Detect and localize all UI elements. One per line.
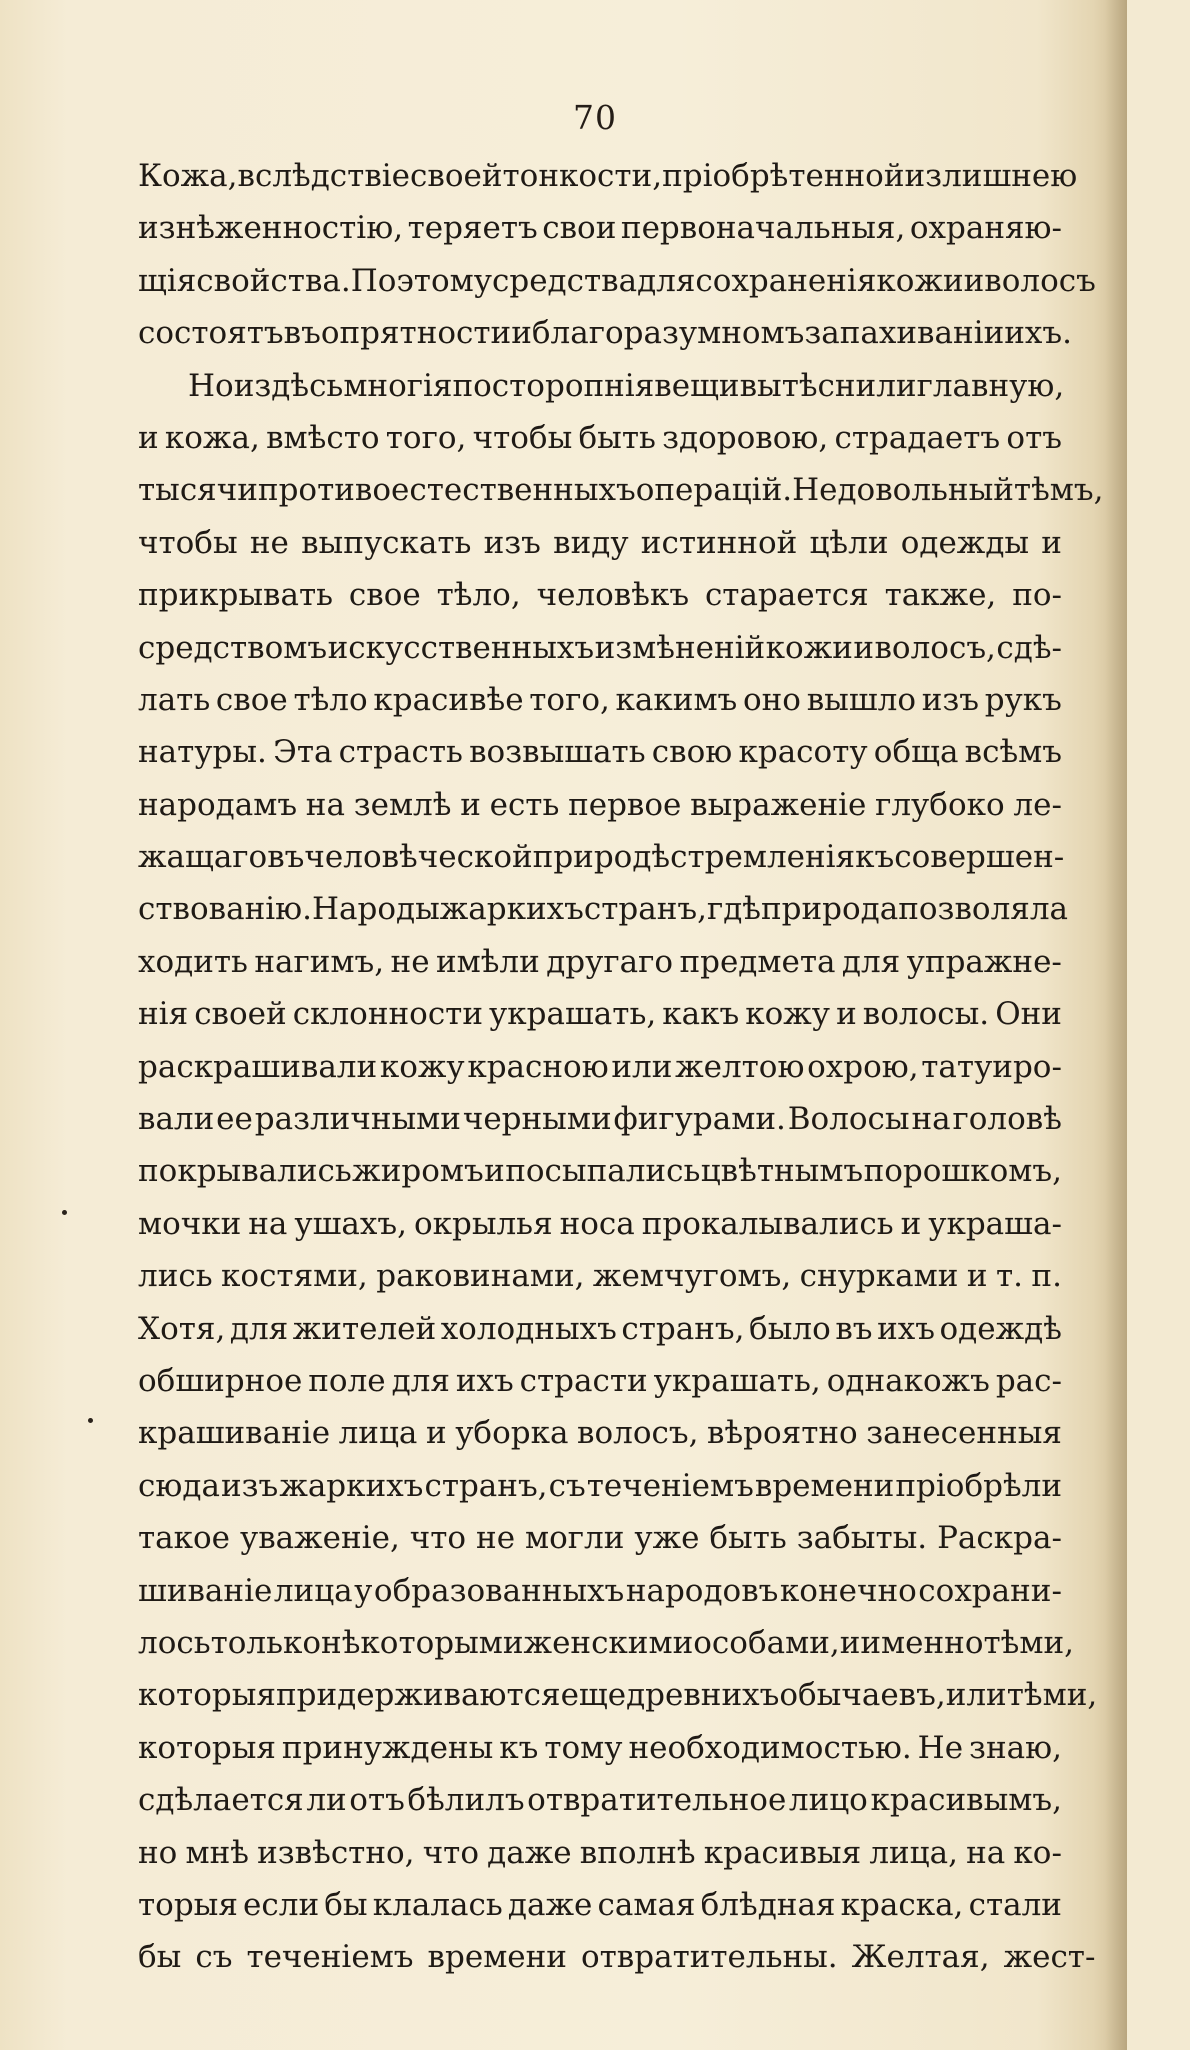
text-line: ходить нагимъ, не имѣли другаго предмета для упражне- <box>138 943 1062 980</box>
text-line: шиваніе лица у образованныхъ народовъ конечно сохрани- <box>138 1572 1062 1609</box>
page-edge-shadow <box>1105 0 1127 2050</box>
text-line: которыя принуждены къ тому необходимостью. Не знаю, <box>138 1729 1062 1766</box>
text-line: такое уваженіе, что не могли уже быть забыты. Раскра- <box>138 1520 1062 1557</box>
text-line: но мнѣ извѣстно, что даже вполнѣ красивыя лица, на ко- <box>138 1834 1062 1871</box>
text-line: сюда изъ жаркихъ странъ, съ теченіемъ времени пріобрѣли <box>138 1467 1062 1504</box>
text-line: покрывались жиромъ и посыпались цвѣтнымъ порошкомъ, <box>138 1153 1062 1190</box>
text-line: щія свойства. Поэтому средства для сохраненія кожи и волосъ <box>138 262 1096 299</box>
text-line: торыя если бы клалась даже самая блѣдная краска, стали <box>138 1886 1062 1923</box>
text-line: жащаго въ человѣческой природѣ стремленія къ совершен- <box>138 839 1065 876</box>
margin-mark <box>88 1418 93 1423</box>
text-line: и кожа, вмѣсто того, чтобы быть здоровою, страдаетъ отъ <box>138 419 1062 456</box>
text-line: средствомъ искусственныхъ измѣненій кожи и волосъ, сдѣ- <box>138 629 1062 666</box>
text-line: Но и здѣсь многія посторопнія вещи вытѣснили главную, <box>188 367 1065 404</box>
text-line: чтобы не выпускать изъ виду истинной цѣли одежды и <box>138 524 1062 561</box>
text-line: натуры. Эта страсть возвышать свою красоту обща всѣмъ <box>138 734 1062 771</box>
text-line: лось только нѣкоторыми женскими особами, и именно тѣми, <box>138 1624 1074 1661</box>
text-line: лать свое тѣло красивѣе того, какимъ оно вышло изъ рукъ <box>138 681 1062 718</box>
text-line: сдѣлается ли отъ бѣлилъ отвратительное лицо красивымъ, <box>138 1782 1062 1819</box>
text-line: бы съ теченіемъ времени отвратительны. Желтая, жест- <box>138 1939 1096 1976</box>
text-line: обширное поле для ихъ страсти украшать, однакожъ рас- <box>138 1362 1062 1399</box>
margin-mark <box>62 1210 67 1215</box>
text-line: которыя придерживаются еще древнихъ обычаевъ, или тѣми, <box>138 1677 1098 1714</box>
text-line: ствованію. Народы жаркихъ странъ, гдѣ природа позволяла <box>138 891 1069 928</box>
text-line: изнѣженностію, теряетъ свои первоначальныя, охраняю- <box>138 210 1062 247</box>
text-line: тысячи противоестественныхъ операцій. Недовольный тѣмъ, <box>138 472 1104 509</box>
body-text <box>138 150 1104 1984</box>
text-line: состоятъ въ опрятности и благоразумномъ запахиваніи ихъ. <box>138 315 1072 352</box>
text-line: Кожа, вслѣдствіе своей тонкости, пріобрѣтенной излишнею <box>138 158 1078 194</box>
text-line: прикрывать свое тѣло, человѣкъ старается также, по- <box>138 577 1062 614</box>
text-line: вали ее различными черными фигурами. Волосы на головѣ <box>138 1101 1062 1138</box>
text-line: нія своей склонности украшать, какъ кожу и волосы. Они <box>138 996 1062 1033</box>
text-line: народамъ на землѣ и есть первое выраженіе глубоко ле- <box>138 786 1062 823</box>
page-number: 70 <box>573 98 617 137</box>
text-line: лись костями, раковинами, жемчугомъ, снурками и т. п. <box>138 1258 1062 1295</box>
text-line: Хотя, для жителей холодныхъ странъ, было въ ихъ одеждѣ <box>138 1310 1062 1347</box>
text-line: мочки на ушахъ, окрылья носа прокалывались и украша- <box>138 1205 1062 1242</box>
text-line: крашиваніе лица и уборка волосъ, вѣроятно занесенныя <box>138 1415 1062 1452</box>
text-line: раскрашивали кожу красною или желтою охрою, татуиро- <box>138 1048 1062 1085</box>
